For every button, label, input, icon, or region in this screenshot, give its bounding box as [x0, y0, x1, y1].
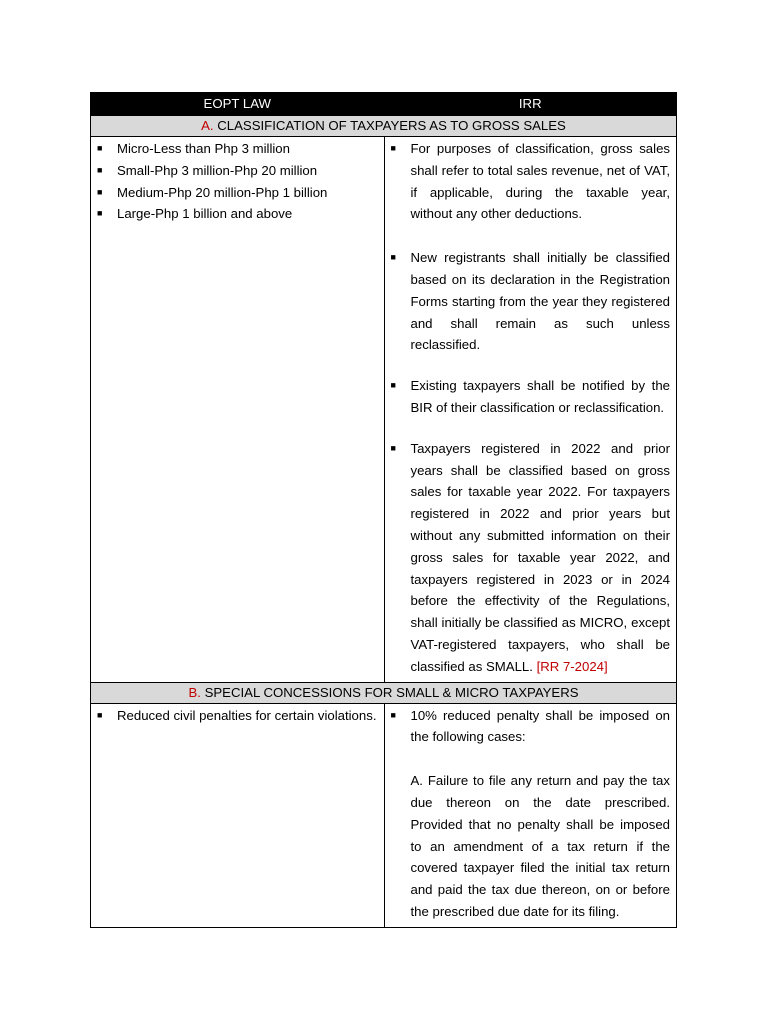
- list-item-text: Existing taxpayers shall be notified by the BIR of their classification or reclassification.: [410, 378, 670, 415]
- list-item-text: New registrants shall initially be classified based on its declaration in the Registration Forms starting from the year they registered and shall remain as such unless reclassified.: [410, 250, 670, 353]
- section-b-letter: B.: [188, 684, 201, 700]
- list-item: [385, 375, 677, 419]
- list-item: [91, 138, 384, 160]
- list-item: [385, 138, 677, 225]
- header-eopt-law: EOPT LAW: [91, 93, 385, 116]
- bullet-icon: ■: [390, 442, 396, 453]
- list-item-text: For purposes of classification, gross sales shall refer to total sales revenue, net of VAT, if applicable, during the taxable year, without any other deductions.: [410, 141, 670, 222]
- bullet-icon: ■: [390, 709, 396, 720]
- list-item: [91, 203, 384, 225]
- list-item: [385, 705, 677, 749]
- section-a-header: [91, 116, 677, 137]
- list-item: [91, 182, 384, 204]
- list-item-text: Taxpayers registered in 2022 and prior years shall be classified based on gross sales for taxable year 2022. For taxpayers registered in 2022 and prior years but without any submitted information on their gross sales for taxable year 2022, and taxpayers registered in 2023 or in 2024 before the effectivity of the Regulations, shall initially be classified as MICRO, except VAT-registered taxpayers, who shall be classified as SMALL.: [410, 440, 670, 674]
- section-b-law-list: [91, 705, 384, 727]
- list-item-text: Micro-Less than Php 3 million: [117, 141, 290, 156]
- penalty-case-a: A. Failure to file any return and pay the tax due thereon on the date prescribed. Provided that no penalty shall be imposed to an amendment of a tax return if the covered taxpayer filed the initial tax return and paid the tax due thereon, on or before the prescribed due date for its filing.: [410, 773, 670, 919]
- list-item: [385, 438, 677, 678]
- section-b-irr-cell: [384, 703, 677, 927]
- section-a-irr-list: [385, 138, 677, 678]
- header-irr: IRR: [384, 93, 677, 116]
- table-header-row: [91, 93, 677, 116]
- list-item: [91, 705, 384, 727]
- list-item-text: Small-Php 3 million-Php 20 million: [117, 162, 318, 178]
- section-a-title: CLASSIFICATION OF TAXPAYERS AS TO GROSS SALES: [217, 118, 566, 133]
- section-b-header: [91, 682, 677, 703]
- section-a-irr-cell: [384, 137, 677, 683]
- section-b-law-cell: [91, 703, 385, 927]
- eopt-irr-comparison-table: [90, 92, 677, 928]
- rr-reference: [RR 7-2024]: [536, 658, 608, 674]
- section-b-title: SPECIAL CONCESSIONS FOR SMALL & MICRO TAXPAYERS: [204, 684, 579, 700]
- comparison-table-container: [90, 92, 677, 928]
- bullet-icon: ■: [97, 164, 103, 175]
- list-item-text: Medium-Php 20 million-Php 1 billion: [117, 184, 328, 200]
- list-item-text: 10% reduced penalty shall be imposed on the following cases:: [410, 707, 670, 745]
- section-b-irr-list: [385, 705, 677, 749]
- section-b-content-row: [91, 703, 677, 927]
- list-item-text: Reduced civil penalties for certain violations.: [117, 707, 377, 723]
- section-a-law-list: [91, 138, 384, 225]
- list-item: [91, 160, 384, 182]
- section-a-letter: A.: [201, 118, 214, 133]
- section-a-content-row: [91, 137, 677, 683]
- list-item: [385, 247, 677, 356]
- list-item-text: Large-Php 1 billion and above: [117, 206, 293, 222]
- bullet-icon: ■: [390, 380, 396, 391]
- bullet-icon: ■: [390, 143, 396, 153]
- bullet-icon: ■: [97, 709, 103, 720]
- bullet-icon: ■: [390, 252, 396, 263]
- section-a-law-cell: [91, 137, 385, 683]
- bullet-icon: ■: [97, 208, 103, 219]
- bullet-icon: ■: [97, 186, 103, 197]
- bullet-icon: ■: [97, 143, 103, 153]
